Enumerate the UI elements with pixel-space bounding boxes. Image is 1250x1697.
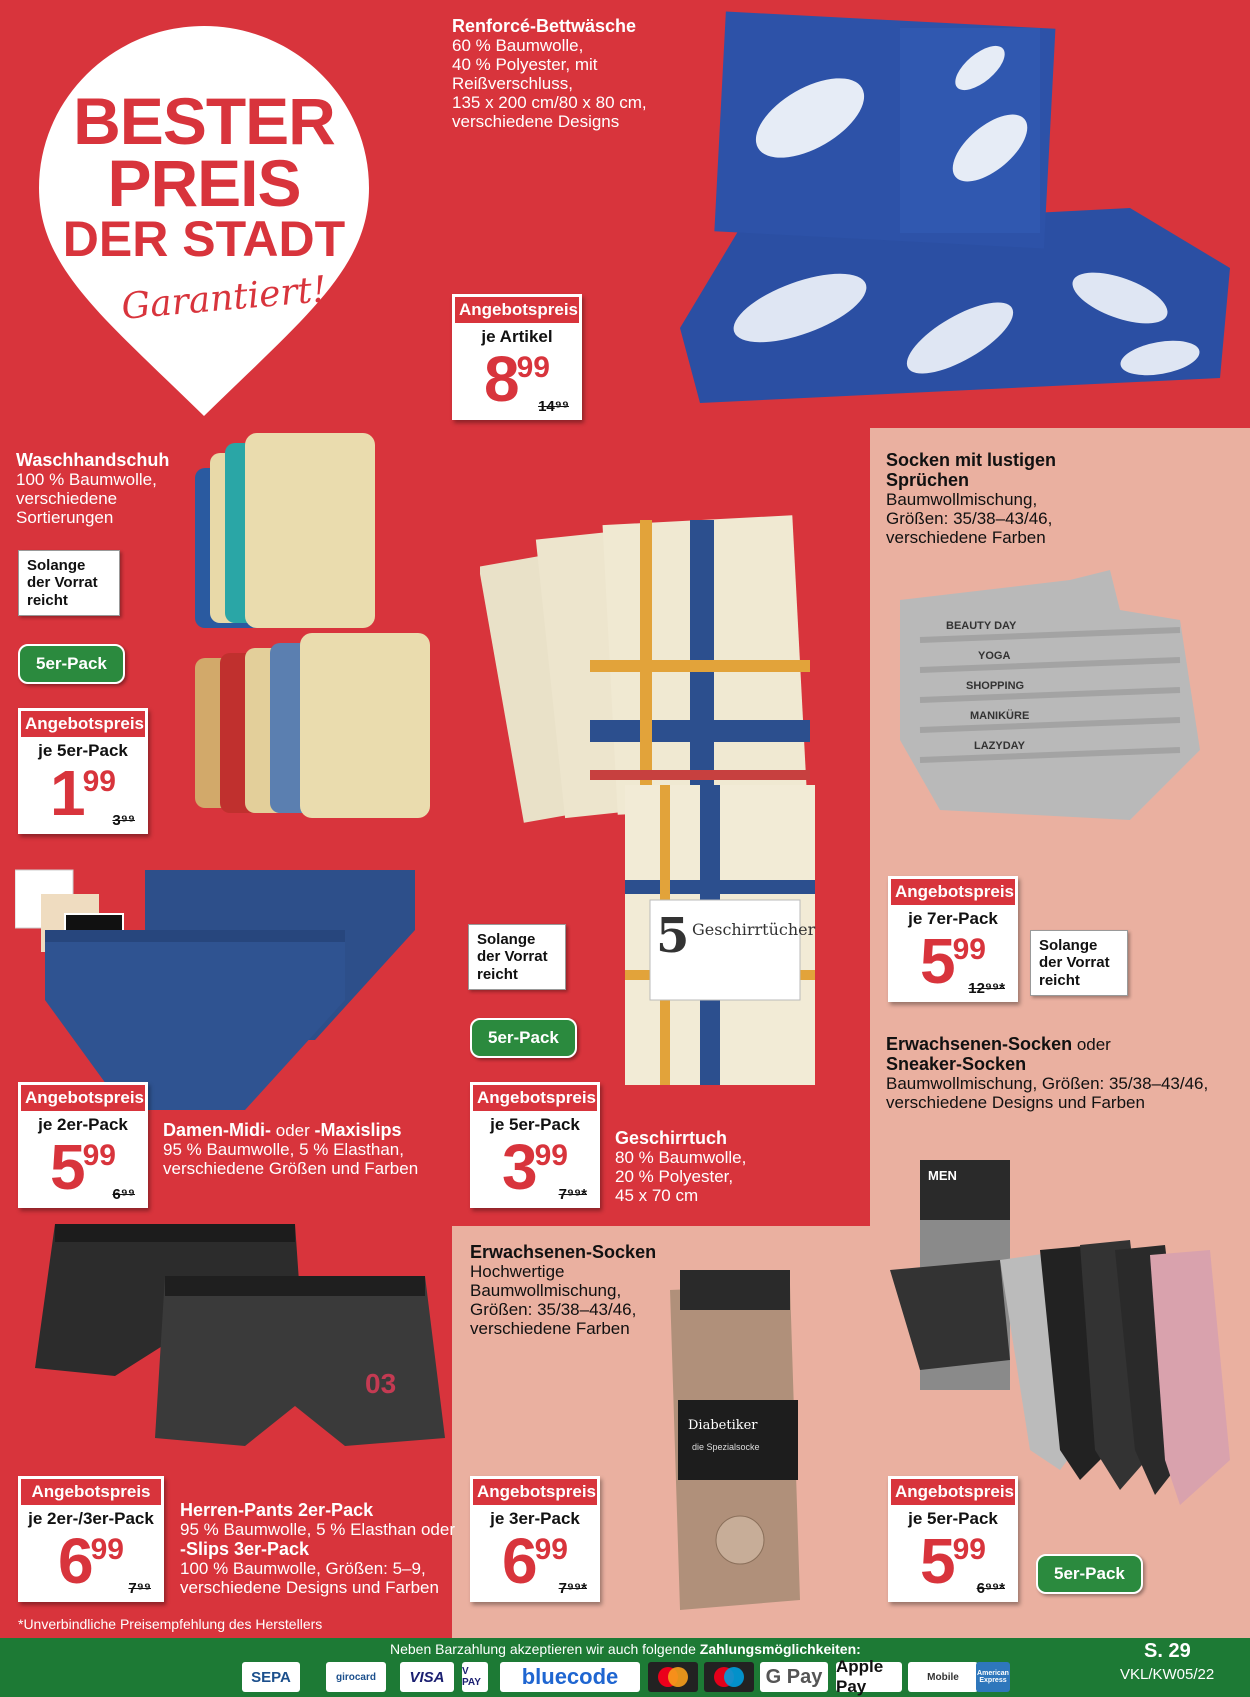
- briefs-desc-0: 95 % Baumwolle, 5 % Elasthan,: [163, 1140, 404, 1160]
- briefs-price-cents: 99: [82, 1139, 116, 1172]
- pants-title: Herren-Pants 2er-Pack: [180, 1500, 374, 1520]
- adult-socks-band: Diabetiker: [688, 1418, 758, 1433]
- pants-desc-0: 95 % Baumwolle, 5 % Elasthan oder: [180, 1520, 455, 1540]
- funny-socks-image: [880, 560, 1220, 840]
- briefs-price-per: je 2er-Pack: [38, 1115, 128, 1134]
- sneaker-socks-price-header: Angebotspreis: [891, 1479, 1015, 1505]
- promo-script: Garantiert!: [119, 269, 329, 328]
- adult-socks-band-sub: die Spezialsocke: [692, 1442, 760, 1452]
- briefs-price-header: Angebotspreis: [21, 1085, 145, 1111]
- pants-price-main: 6: [58, 1525, 91, 1597]
- briefs-title1: Damen-Midi-: [163, 1120, 271, 1140]
- sneaker-socks-text: [886, 1034, 1246, 1112]
- washcloth-title: Waschhandschuh: [16, 450, 170, 470]
- funny-socks-label-0: BEAUTY DAY: [946, 620, 1017, 632]
- adult-socks-image: [660, 1270, 810, 1630]
- pants-desc2-1: verschiedene Designs und Farben: [180, 1578, 439, 1598]
- bedding-price-box: [452, 294, 582, 420]
- tea-towel-label-text: Geschirrtücher: [692, 920, 816, 939]
- funny-socks-price-cents: 99: [952, 933, 986, 966]
- funny-socks-label-2: SHOPPING: [966, 680, 1025, 692]
- sneaker-socks-price-box: [888, 1476, 1018, 1602]
- funny-socks-price-per: je 7er-Pack: [908, 909, 998, 928]
- sneaker-socks-price-per: je 5er-Pack: [908, 1509, 998, 1528]
- briefs-price-old: 6⁹⁹: [112, 1186, 135, 1203]
- girocard-icon: girocard: [326, 1662, 386, 1692]
- tea-towel-price-old: 7⁹⁹*: [558, 1186, 587, 1203]
- washcloth-text: [16, 450, 186, 527]
- tea-towel-label-num: 5: [656, 908, 690, 964]
- funny-socks-text: [886, 450, 1146, 547]
- pants-price-value: [21, 1525, 161, 1599]
- funny-socks-price-header: Angebotspreis: [891, 879, 1015, 905]
- pants-price-old: 7⁹⁹: [128, 1580, 151, 1597]
- washcloth-desc-1: verschiedene: [16, 489, 118, 509]
- promo-line2: PREIS: [107, 146, 301, 220]
- washcloth-price-value: [21, 757, 145, 831]
- apple-pay-icon: Apple Pay: [836, 1662, 902, 1692]
- adult-socks-desc-1: Baumwollmischung,: [470, 1281, 622, 1301]
- tea-towel-desc-2: 45 x 70 cm: [615, 1186, 699, 1206]
- tea-towel-desc-0: 80 % Baumwolle,: [615, 1148, 747, 1168]
- washcloth-price-per: je 5er-Pack: [38, 741, 128, 760]
- bedding-desc-1: 40 % Polyester, mit: [452, 55, 598, 75]
- washcloth-desc-2: Sortierungen: [16, 508, 114, 528]
- washcloth-price-cents: 99: [82, 765, 116, 798]
- funny-socks-price-old: 12⁹⁹*: [968, 980, 1005, 997]
- adult-socks-desc-0: Hochwertige: [470, 1262, 565, 1282]
- bedding-price-value: [455, 343, 579, 417]
- funny-socks-price-main: 5: [920, 925, 953, 997]
- briefs-text: [163, 1120, 463, 1178]
- sneaker-socks-image: [880, 1150, 1250, 1510]
- bedding-price-per: je Artikel: [481, 327, 553, 346]
- funny-socks-label-4: LAZYDAY: [974, 740, 1025, 752]
- bedding-text: [452, 16, 682, 131]
- funny-socks-price-value: [891, 925, 1015, 999]
- sneaker-socks-desc-0: Baumwollmischung, Größen: 35/38–43/46,: [886, 1074, 1209, 1094]
- briefs-price-value: [21, 1131, 145, 1205]
- funny-socks-price-box: [888, 876, 1018, 1002]
- tea-towel-desc-1: 20 % Polyester,: [615, 1167, 734, 1187]
- tea-towel-price-box: [470, 1082, 600, 1208]
- visa-icon: VISA: [400, 1662, 454, 1692]
- adult-socks-price-per: je 3er-Pack: [490, 1509, 580, 1528]
- funny-socks-label-1: YOGA: [978, 650, 1011, 662]
- pants-price-box: [18, 1476, 164, 1602]
- adult-socks-price-box: [470, 1476, 600, 1602]
- briefs-desc-1: verschiedene Größen und Farben: [163, 1159, 419, 1179]
- payment-text: Neben Barzahlung akzeptieren wir auch folgende: [390, 1641, 696, 1657]
- washcloth-image: [185, 428, 455, 828]
- funny-socks-desc-0: Baumwollmischung,: [886, 490, 1038, 510]
- payment-bold: Zahlungsmöglichkeiten:: [699, 1641, 861, 1657]
- promo-line3: DER STADT: [62, 211, 346, 267]
- pants-title2: -Slips 3er-Pack: [180, 1539, 310, 1560]
- tea-towel-pack-badge: 5er-Pack: [470, 1018, 577, 1058]
- bedding-desc-2: Reißverschluss,: [452, 74, 573, 94]
- tea-towel-stamp: Solange der Vorrat reicht: [468, 924, 566, 990]
- bedding-price-old: 14⁹⁹: [538, 398, 569, 415]
- pants-text: [180, 1500, 470, 1597]
- bedding-image: [660, 8, 1250, 408]
- washcloth-price-old: 3⁹⁹: [112, 812, 135, 829]
- google-pay-icon: G Pay: [760, 1662, 828, 1692]
- bedding-price-main: 8: [484, 343, 517, 415]
- adult-socks-text: [470, 1242, 670, 1338]
- mobile-pay-icon: Mobile: [908, 1662, 978, 1692]
- catalog-code: VKL/KW05/22: [1120, 1666, 1215, 1683]
- bedding-price-header: Angebotspreis: [455, 297, 579, 323]
- washcloth-desc-0: 100 % Baumwolle,: [16, 470, 157, 490]
- funny-socks-stamp: Solange der Vorrat reicht: [1030, 930, 1128, 996]
- bluecode-icon: bluecode: [500, 1662, 640, 1692]
- adult-socks-price-old: 7⁹⁹*: [558, 1580, 587, 1597]
- pants-desc2-0: 100 % Baumwolle, Größen: 5–9,: [180, 1559, 426, 1579]
- sneaker-socks-title1: Erwachsenen-Socken: [886, 1034, 1073, 1054]
- adult-socks-price-main: 6: [502, 1525, 535, 1597]
- washcloth-price-header: Angebotspreis: [21, 711, 145, 737]
- sneaker-socks-price-main: 5: [920, 1525, 953, 1597]
- bedding-desc-0: 60 % Baumwolle,: [452, 36, 584, 56]
- promo-badge: [34, 18, 374, 418]
- footnote: *Unverbindliche Preisempfehlung des Herstellers: [18, 1616, 323, 1632]
- tea-towel-price-header: Angebotspreis: [473, 1085, 597, 1111]
- adult-socks-title: Erwachsenen-Socken: [470, 1242, 657, 1262]
- sneaker-socks-pack-label: MEN: [928, 1168, 957, 1183]
- payment-line: [390, 1641, 861, 1657]
- tea-towel-image: [480, 500, 870, 1100]
- adult-socks-price-value: [473, 1525, 597, 1599]
- tea-towel-title: Geschirrtuch: [615, 1128, 728, 1148]
- funny-socks-label-3: MANIKÜRE: [970, 710, 1030, 722]
- pants-price-cents: 99: [90, 1533, 124, 1566]
- sneaker-socks-title2: oder: [1076, 1035, 1111, 1054]
- tea-towel-price-value: [473, 1131, 597, 1205]
- funny-socks-desc-2: verschiedene Farben: [886, 528, 1046, 548]
- sneaker-socks-desc-1: verschiedene Designs und Farben: [886, 1093, 1145, 1113]
- bedding-desc-4: verschiedene Designs: [452, 112, 620, 132]
- adult-socks-price-header: Angebotspreis: [473, 1479, 597, 1505]
- briefs-price-main: 5: [50, 1131, 83, 1203]
- washcloth-price-main: 1: [50, 757, 83, 829]
- sneaker-socks-price-value: [891, 1525, 1015, 1599]
- pants-price-per: je 2er-/3er-Pack: [28, 1509, 154, 1528]
- funny-socks-desc-1: Größen: 35/38–43/46,: [886, 509, 1053, 529]
- pants-price-header: Angebotspreis: [21, 1479, 161, 1505]
- adult-socks-desc-2: Größen: 35/38–43/46,: [470, 1300, 637, 1320]
- briefs-image: [15, 860, 435, 1120]
- sneaker-socks-price-cents: 99: [952, 1533, 986, 1566]
- amex-icon: American Express: [976, 1662, 1010, 1692]
- bedding-price-cents: 99: [516, 351, 550, 384]
- pants-print: 03: [365, 1368, 397, 1399]
- sneaker-socks-pack-badge: 5er-Pack: [1036, 1554, 1143, 1594]
- adult-socks-desc-3: verschiedene Farben: [470, 1319, 630, 1339]
- sneaker-socks-title3: Sneaker-Socken: [886, 1054, 1027, 1075]
- sneaker-socks-price-old: 6⁹⁹*: [976, 1580, 1005, 1597]
- vpay-icon: V PAY: [462, 1662, 488, 1692]
- bedding-desc-3: 135 x 200 cm/80 x 80 cm,: [452, 93, 647, 113]
- sepa-icon: SEPA: [242, 1662, 300, 1692]
- pants-image: [15, 1218, 445, 1468]
- adult-socks-price-cents: 99: [534, 1533, 568, 1566]
- briefs-title3: -Maxislips: [314, 1120, 402, 1140]
- washcloth-stamp: Solange der Vorrat reicht: [18, 550, 120, 616]
- funny-socks-title: Socken mit lustigen Sprüchen: [886, 450, 1057, 491]
- briefs-title2: oder: [275, 1121, 310, 1140]
- promo-line1: BESTER: [73, 84, 335, 158]
- maestro-icon: [704, 1662, 754, 1692]
- bedding-title: Renforcé-Bettwäsche: [452, 16, 637, 36]
- washcloth-price-box: [18, 708, 148, 834]
- tea-towel-price-per: je 5er-Pack: [490, 1115, 580, 1134]
- tea-towel-text: [615, 1128, 815, 1205]
- tea-towel-price-cents: 99: [534, 1139, 568, 1172]
- tea-towel-price-main: 3: [502, 1131, 535, 1203]
- briefs-price-box: [18, 1082, 148, 1208]
- washcloth-pack-badge: 5er-Pack: [18, 644, 125, 684]
- page-number: S. 29: [1144, 1640, 1191, 1662]
- mastercard-icon: [648, 1662, 698, 1692]
